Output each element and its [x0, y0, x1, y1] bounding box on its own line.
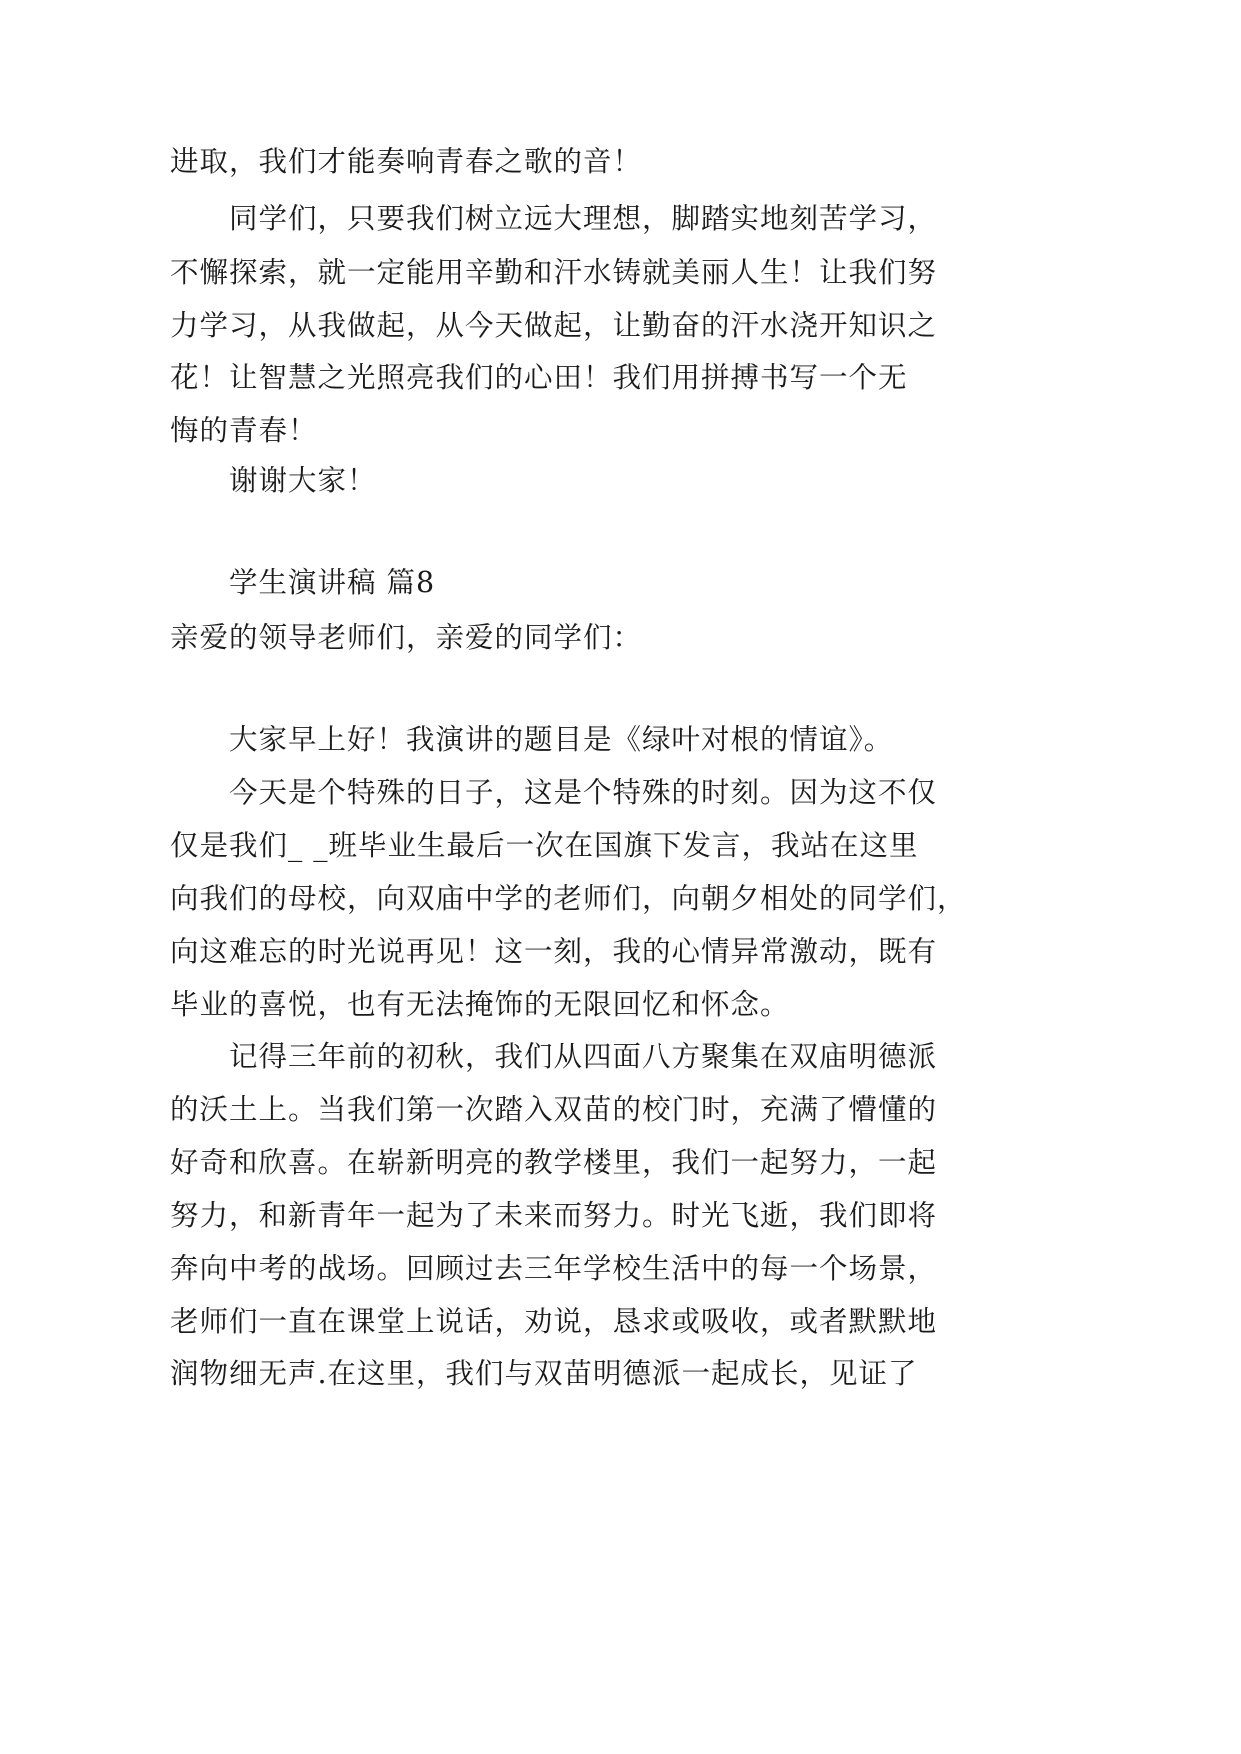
text-line: 进取，我们才能奏响青春之歌的音！ — [170, 145, 643, 178]
text-line: 悔的青春！ — [170, 414, 318, 447]
text-line: 好奇和欣喜。在崭新明亮的教学楼里，我们一起努力，一起 — [170, 1146, 938, 1179]
text-line: 老师们一直在课堂上说话，劝说，恳求或吸收，或者默默地 — [170, 1305, 938, 1338]
text-line: 谢谢大家！ — [229, 464, 377, 497]
text-line: 今天是个特殊的日子，这是个特殊的时刻。因为这不仅 — [229, 776, 938, 809]
text-line: 奔向中考的战场。回顾过去三年学校生活中的每一个场景， — [170, 1252, 938, 1285]
text-line: 向这难忘的时光说再见！这一刻，我的心情异常激动，既有 — [170, 935, 938, 968]
text-line: 毕业的喜悦，也有无法掩饰的无限回忆和怀念。 — [170, 988, 790, 1021]
text-line: 不懈探索，就一定能用辛勤和汗水铸就美丽人生！让我们努 — [170, 256, 938, 289]
text-line: 力学习，从我做起，从今天做起，让勤奋的汗水浇开知识之 — [170, 309, 938, 342]
text-line: 仅是我们_ _班毕业生最后一次在国旗下发言，我站在这里 — [170, 829, 919, 862]
text-line: 记得三年前的初秋，我们从四面八方聚集在双庙明德派 — [229, 1040, 938, 1073]
text-line: 同学们，只要我们树立远大理想，脚踏实地刻苦学习， — [229, 202, 938, 235]
text-line: 大家早上好！我演讲的题目是《绿叶对根的情谊》。 — [229, 723, 894, 756]
text-line: 努力，和新青年一起为了未来而努力。时光飞逝，我们即将 — [170, 1199, 938, 1232]
text-line: 润物细无声.在这里，我们与双苗明德派一起成长，见证了 — [170, 1357, 918, 1390]
section-heading: 学生演讲稿 篇8 — [229, 566, 436, 599]
text-line: 花！让智慧之光照亮我们的心田！我们用拼搏书写一个无 — [170, 361, 908, 394]
text-line: 向我们的母校，向双庙中学的老师们，向朝夕相处的同学们， — [170, 882, 967, 915]
salutation: 亲爱的领导老师们，亲爱的同学们： — [170, 621, 643, 654]
text-line: 的沃土上。当我们第一次踏入双苗的校门时，充满了懵懂的 — [170, 1093, 938, 1126]
